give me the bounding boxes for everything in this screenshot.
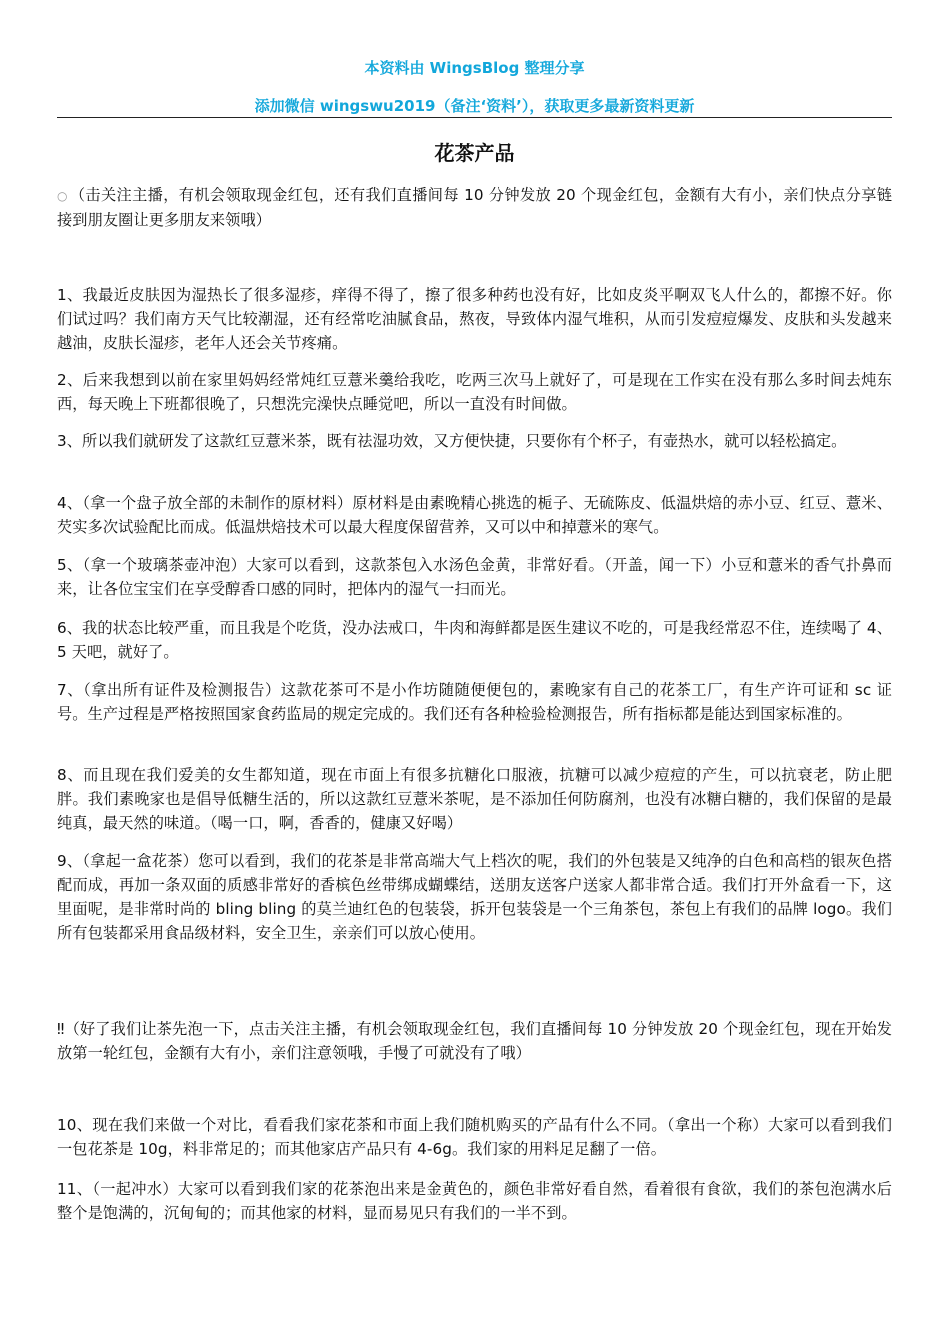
paragraph-2: 2、后来我想到以前在家里妈妈经常炖红豆薏米羹给我吃，吃两三次马上就好了，可是现在工作实在没有那么多时间去炖东西，每天晚上下班都很晚了，只想洗完澡快点睡觉吧，所以一直没有时间做。	[57, 371, 892, 413]
page-title: 花茶产品	[434, 141, 515, 165]
paragraph-4: 4、（拿一个盘子放全部的未制作的原材料）原材料是由素晚精心挑选的栀子、无硫陈皮、低温烘焙的赤小豆、红豆、薏米、芡实多次试验配比而成。低温烘焙技术可以最大程度保留营养，又可以中和掉薏米的寒气。	[57, 494, 892, 536]
paragraph-11: 11、（一起冲水）大家可以看到我们家的花茶泡出来是金黄色的，颜色非常好看自然，看着很有食欲，我们的茶包泡满水后整个是饱满的，沉甸甸的；而其他家的材料，显而易见只有我们的一半不到。	[57, 1180, 892, 1222]
header-divider	[57, 117, 892, 118]
note-paragraph: ‼（好了我们让茶先泡一下，点击关注主播，有机会领取现金红包，我们直播间每 10 分钟发放 20 个现金红包，现在开始发放第一轮红包，金额有大有小，亲们注意领哦，手慢了可就没有了哦）	[57, 1020, 892, 1062]
paragraph-8: 8、而且现在我们爱美的女生都知道，现在市面上有很多抗糖化口服液，抗糖可以减少痘痘的产生，可以抗衰老，防止肥胖。我们素晚家也是倡导低糖生活的，所以这款红豆薏米茶呢，是不添加任何防腐剂，也没有冰糖白糖的，我们保留的是最纯真，最天然的味道。（喝一口，啊，香香的，健康又好喝）	[57, 766, 892, 832]
intro-paragraph	[57, 183, 892, 232]
header-line-2: 添加微信 wingswu2019（备注‘资料’），获取更多最新资料更新	[254, 97, 695, 115]
intro-text: （击关注主播，有机会领取现金红包，还有我们直播间每 10 分钟发放 20 个现金红包，金额有大有小，亲们快点分享链接到朋友圈让更多朋友来领哦）	[57, 186, 892, 229]
paragraph-6: 6、我的状态比较严重，而且我是个吃货，没办法戒口，牛肉和海鲜都是医生建议不吃的，可是我经常忍不住，连续喝了 4、5 天吧，就好了。	[57, 619, 892, 661]
header-line-1: 本资料由 WingsBlog 整理分享	[364, 59, 585, 77]
paragraph-3: 3、所以我们就研发了这款红豆薏米茶，既有祛湿功效，又方便快捷，只要你有个杯子，有壶热水，就可以轻松搞定。	[57, 432, 847, 450]
circle-bullet-icon: ○	[57, 189, 68, 203]
paragraph-5: 5、（拿一个玻璃茶壶冲泡）大家可以看到，这款茶包入水汤色金黄，非常好看。（开盖，闻一下）小豆和薏米的香气扑鼻而来，让各位宝宝们在享受醇香口感的同时，把体内的湿气一扫而光。	[57, 556, 892, 598]
paragraph-10: 10、现在我们来做一个对比，看看我们家花茶和市面上我们随机购买的产品有什么不同。（拿出一个称）大家可以看到我们一包花茶是 10g，料非常足的；而其他家店产品只有 4-6g。我们家的用料足足翻了一倍。	[57, 1116, 892, 1158]
paragraph-7: 7、（拿出所有证件及检测报告）这款花茶可不是小作坊随随便便包的，素晚家有自己的花茶工厂，有生产许可证和 sc 证号。生产过程是严格按照国家食药监局的规定完成的。我们还有各种检验检测报告，所有指标都是能达到国家标准的。	[57, 681, 892, 723]
paragraph-9: 9、（拿起一盒花茶）您可以看到，我们的花茶是非常高端大气上档次的呢，我们的外包装是又纯净的白色和高档的银灰色搭配而成，再加一条双面的质感非常好的香槟色丝带绑成蝴蝶结，送朋友送客户送家人都非常合适。我们打开外盒看一下，这里面呢，是非常时尚的 bling bling 的莫兰迪红色的包装袋，拆开包装袋是一个三角茶包，茶包上有我们的品牌 logo。我们所有包装都采用食品级材料，安全卫生，亲亲们可以放心使用。	[57, 852, 892, 942]
paragraph-1: 1、我最近皮肤因为湿热长了很多湿疹，痒得不得了，擦了很多种药也没有好，比如皮炎平啊双飞人什么的，都擦不好。你们试过吗？我们南方天气比较潮湿，还有经常吃油腻食品，熬夜，导致体内湿气堆积，从而引发痘痘爆发、皮肤和头发越来越油，皮肤长湿疹，老年人还会关节疼痛。	[57, 286, 892, 352]
